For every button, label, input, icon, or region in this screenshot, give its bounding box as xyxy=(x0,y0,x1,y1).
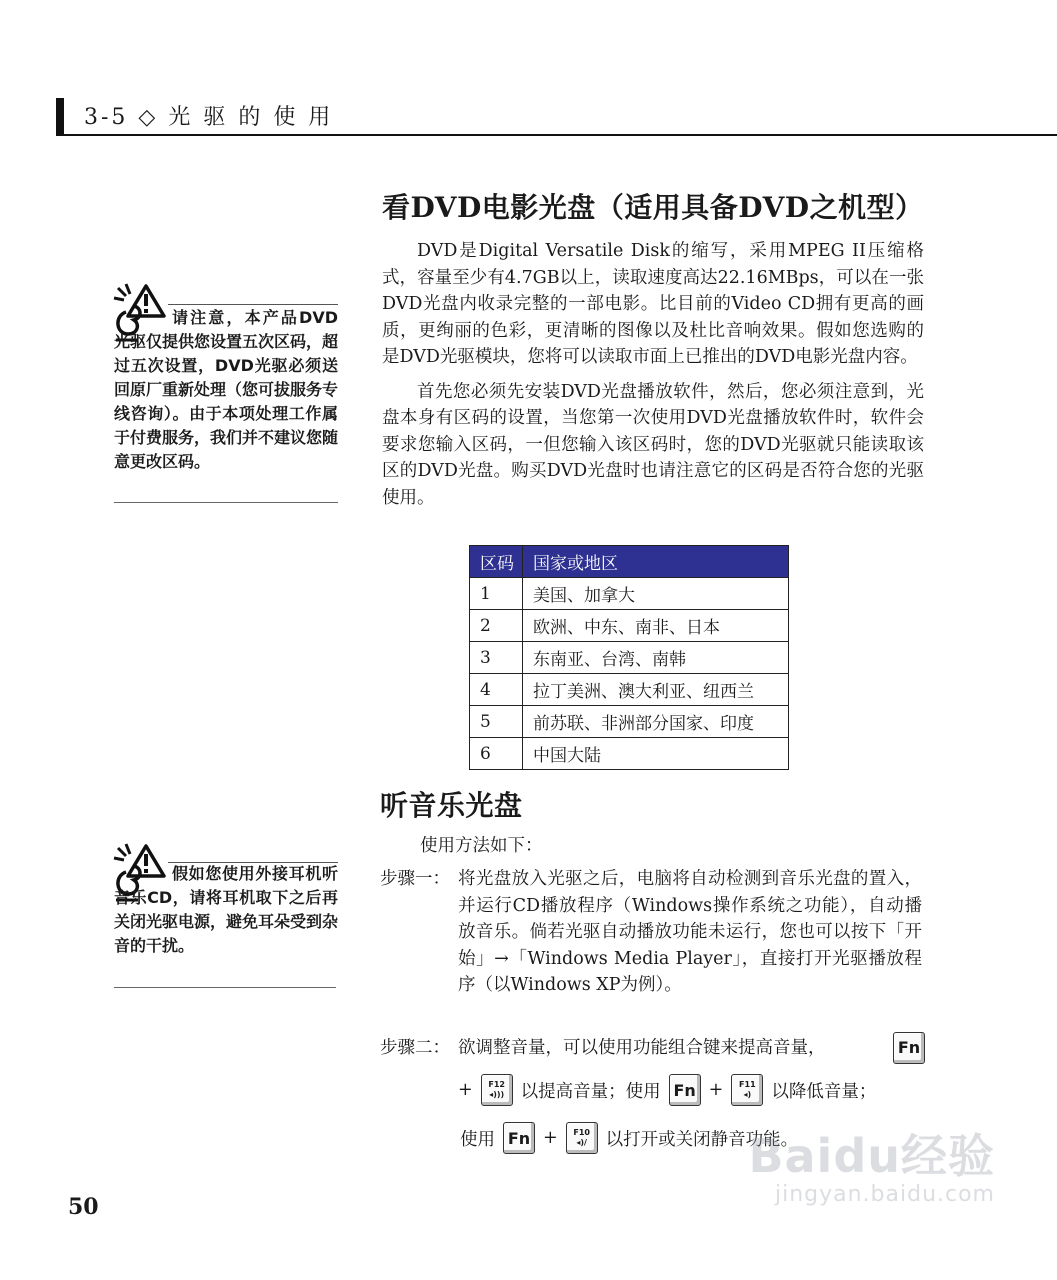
region-area: 东南亚、台湾、南韩 xyxy=(523,642,789,674)
watermark-url: jingyan.baidu.com xyxy=(774,1182,995,1207)
fn-key: Fn xyxy=(669,1074,701,1106)
fn-key: Fn xyxy=(893,1032,925,1064)
step-2-label: 步骤二： xyxy=(380,1037,450,1058)
key-label: F11 xyxy=(739,1080,756,1089)
region-area: 欧洲、中东、南非、日本 xyxy=(523,610,789,642)
note-1: 请注意，本产品DVD光驱仅提供您设置五次区码，超过五次设置，DVD光驱必须送回原厂重新处理（您可拔服务专线咨询）。由于本项处理工作属于付费服务，我们并不建议您随意更改区码。 xyxy=(114,308,339,471)
region-area: 美国、加拿大 xyxy=(523,578,789,610)
dvd-paragraph-1: DVD是Digital Versatile Disk的缩写，采用MPEG II压缩格式，容量至少有4.7GB以上，读取速度高达22.16MBps，可以在一张DVD光盘内收录完整的一部电影。比目前的Video CD拥有更高的画质，更绚丽的色彩，更清晰的图像以及杜比音响效果。假如您选购的是DVD光驱模块，您将可以读取市面上已推出的DVD电影光盘内容。 xyxy=(382,241,924,367)
step-1-label: 步骤一： xyxy=(380,869,450,889)
region-code-table xyxy=(469,545,789,770)
table-row xyxy=(470,706,789,738)
region-area: 中国大陆 xyxy=(523,738,789,770)
mute-text: 以打开或关闭静音功能。 xyxy=(605,1129,799,1150)
region-code: 2 xyxy=(470,610,523,642)
note-1-rule xyxy=(114,502,338,503)
f11-key xyxy=(731,1074,763,1106)
volume-down-icon: ◂) xyxy=(743,1090,752,1099)
page-number: 50 xyxy=(68,1194,99,1220)
region-code: 1 xyxy=(470,578,523,610)
plus-sign: + xyxy=(543,1128,558,1148)
plus-sign: + xyxy=(458,1080,473,1100)
dvd-section-title: 看DVD电影光盘（适用具备DVD之机型） xyxy=(382,191,924,224)
step-2 xyxy=(380,1032,925,1064)
plus-sign: + xyxy=(708,1080,724,1100)
column-header: 国家或地区 xyxy=(523,546,789,578)
fn-key: Fn xyxy=(503,1122,535,1154)
section-header: 3-5 ◇ 光 驱 的 使 用 xyxy=(84,105,334,130)
table-row xyxy=(470,674,789,706)
region-area: 拉丁美洲、澳大利亚、纽西兰 xyxy=(523,674,789,706)
music-intro: 使用方法如下： xyxy=(420,836,543,856)
note-2-rule xyxy=(114,987,336,988)
note-2: 假如您使用外接耳机听音乐CD，请将耳机取下之后再关闭光驱电源，避免耳朵受到杂音的干扰。 xyxy=(114,864,339,955)
watermark-brand: Baidu经验 xyxy=(748,1129,995,1183)
region-code: 4 xyxy=(470,674,523,706)
region-code: 6 xyxy=(470,738,523,770)
table-header-row xyxy=(470,546,789,578)
region-code: 5 xyxy=(470,706,523,738)
column-header: 区码 xyxy=(470,546,523,578)
table-row xyxy=(470,738,789,770)
step-1-text: 将光盘放入光驱之后，电脑将自动检测到音乐光盘的置入，并运行CD播放程序（Windows操作系统之功能），自动播放音乐。倘若光驱自动播放功能未运行，您也可以按下「开始」→「Windows Media Player」，直接打开光驱播放程序（以Windows XP为例）。 xyxy=(458,869,922,995)
header-bar xyxy=(56,98,64,136)
header-rule xyxy=(56,134,1057,136)
use-text: 使用 xyxy=(460,1129,495,1150)
volume-down-text: 以降低音量； xyxy=(771,1081,877,1102)
note-top-rule xyxy=(168,304,338,305)
mute-icon: ◂)/ xyxy=(576,1138,587,1147)
step-1 xyxy=(380,866,922,999)
f10-key xyxy=(566,1122,598,1154)
volume-up-icon: ◂))) xyxy=(489,1090,505,1099)
mute-line xyxy=(460,1122,798,1154)
region-code: 3 xyxy=(470,642,523,674)
table-row xyxy=(470,578,789,610)
key-label: F12 xyxy=(488,1080,505,1089)
f12-key xyxy=(481,1074,513,1106)
region-area: 前苏联、非洲部分国家、印度 xyxy=(523,706,789,738)
table-row xyxy=(470,610,789,642)
table-row xyxy=(470,642,789,674)
volume-up-line xyxy=(458,1074,876,1106)
watermark xyxy=(748,1120,995,1207)
volume-up-text: 以提高音量；使用 xyxy=(520,1081,661,1102)
step-2-text: 欲调整音量，可以使用功能组合键来提高音量， xyxy=(458,1037,826,1058)
key-label: F10 xyxy=(573,1128,590,1137)
dvd-paragraph-2: 首先您必须先安装DVD光盘播放软件，然后，您必须注意到，光盘本身有区码的设置，当您第一次使用DVD光盘播放软件时，软件会要求您输入区码，一但您输入该区码时，您的DVD光驱就只能读取该区的DVD光盘。购买DVD光盘时也请注意它的区码是否符合您的光驱使用。 xyxy=(382,381,924,508)
music-section-title: 听音乐光盘 xyxy=(380,789,523,822)
